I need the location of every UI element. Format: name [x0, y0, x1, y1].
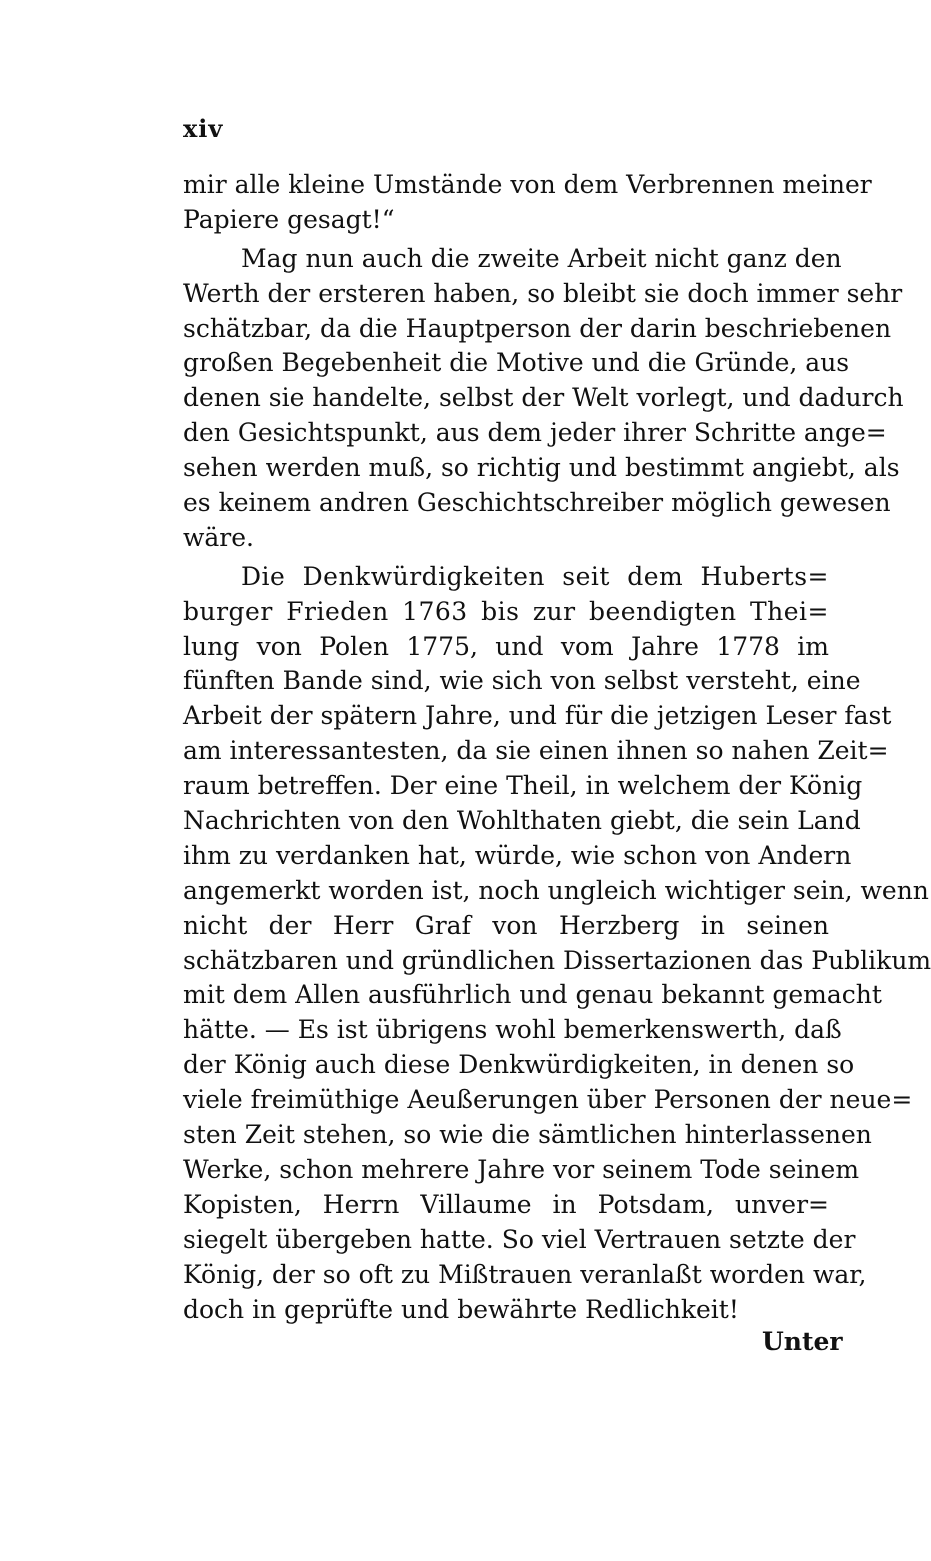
- text-line: lung von Polen 1775, und vom Jahre 1778 im: [183, 631, 829, 661]
- text-line: viele freimüthige Aeußerungen über Personen der neue=: [183, 1085, 913, 1115]
- page-number: xiv: [183, 114, 224, 143]
- text-line: am interessantesten, da sie einen ihnen so nahen Zeit=: [183, 736, 889, 766]
- paragraph: [183, 168, 872, 238]
- text-line: Mag nun auch die zweite Arbeit nicht ganz den: [241, 243, 842, 273]
- text-line: siegelt übergeben hatte. So viel Vertrauen setzte der: [183, 1224, 856, 1254]
- text-line: sten Zeit stehen, so wie die sämtlichen hinterlassenen: [183, 1120, 872, 1150]
- text-line: burger Frieden 1763 bis zur beendigten Thei=: [183, 596, 829, 626]
- text-line: denen sie handelte, selbst der Welt vorlegt, und dadurch: [183, 383, 904, 413]
- text-line: nicht der Herr Graf von Herzberg in seinen: [183, 910, 829, 940]
- text-line: großen Begebenheit die Motive und die Gründe, aus: [183, 348, 850, 378]
- text-line: König, der so oft zu Mißtrauen veranlaßt worden war,: [183, 1259, 867, 1289]
- text-line: Kopisten, Herrn Villaume in Potsdam, unver=: [183, 1189, 829, 1219]
- text-line: mir alle kleine Umstände von dem Verbrennen meiner: [183, 170, 872, 199]
- paragraph: [183, 242, 904, 556]
- text-line: hätte. — Es ist übrigens wohl bemerkenswerth, daß: [183, 1015, 842, 1045]
- paragraph: [183, 560, 931, 1328]
- text-line: der König auch diese Denkwürdigkeiten, in denen so: [183, 1050, 855, 1080]
- text-line: schätzbaren und gründlichen Dissertazionen das Publikum: [183, 945, 931, 975]
- text-line: fünften Bande sind, wie sich von selbst versteht, eine: [183, 666, 861, 696]
- text-line: Arbeit der spätern Jahre, und für die jetzigen Leser fast: [183, 701, 892, 731]
- text-line: sehen werden muß, so richtig und bestimmt angiebt, als: [183, 453, 900, 483]
- text-line: angemerkt worden ist, noch ungleich wichtiger sein, wenn: [183, 875, 929, 905]
- text-line: doch in geprüfte und bewährte Redlichkeit!: [183, 1294, 739, 1324]
- text-line: raum betreffen. Der eine Theil, in welchem der König: [183, 771, 863, 801]
- text-line: Die Denkwürdigkeiten seit dem Huberts=: [241, 561, 829, 591]
- text-line: den Gesichtspunkt, aus dem jeder ihrer Schritte ange=: [183, 418, 887, 448]
- catchword: Unter: [762, 1327, 843, 1356]
- text-line: schätzbar, da die Hauptperson der darin beschriebenen: [183, 313, 892, 343]
- text-line: ihm zu verdanken hat, würde, wie schon von Andern: [183, 840, 852, 870]
- text-line: mit dem Allen ausführlich und genau bekannt gemacht: [183, 980, 882, 1010]
- text-line: Werke, schon mehrere Jahre vor seinem Tode seinem: [183, 1154, 860, 1184]
- body-text: [183, 168, 931, 1327]
- text-line: wäre.: [183, 522, 254, 552]
- text-line: Papiere gesagt!“: [183, 204, 395, 234]
- text-line: es keinem andren Geschichtschreiber möglich gewesen: [183, 488, 891, 518]
- text-line: Werth der ersteren haben, so bleibt sie doch immer sehr: [183, 278, 903, 308]
- text-line: Nachrichten von den Wohlthaten giebt, die sein Land: [183, 806, 861, 836]
